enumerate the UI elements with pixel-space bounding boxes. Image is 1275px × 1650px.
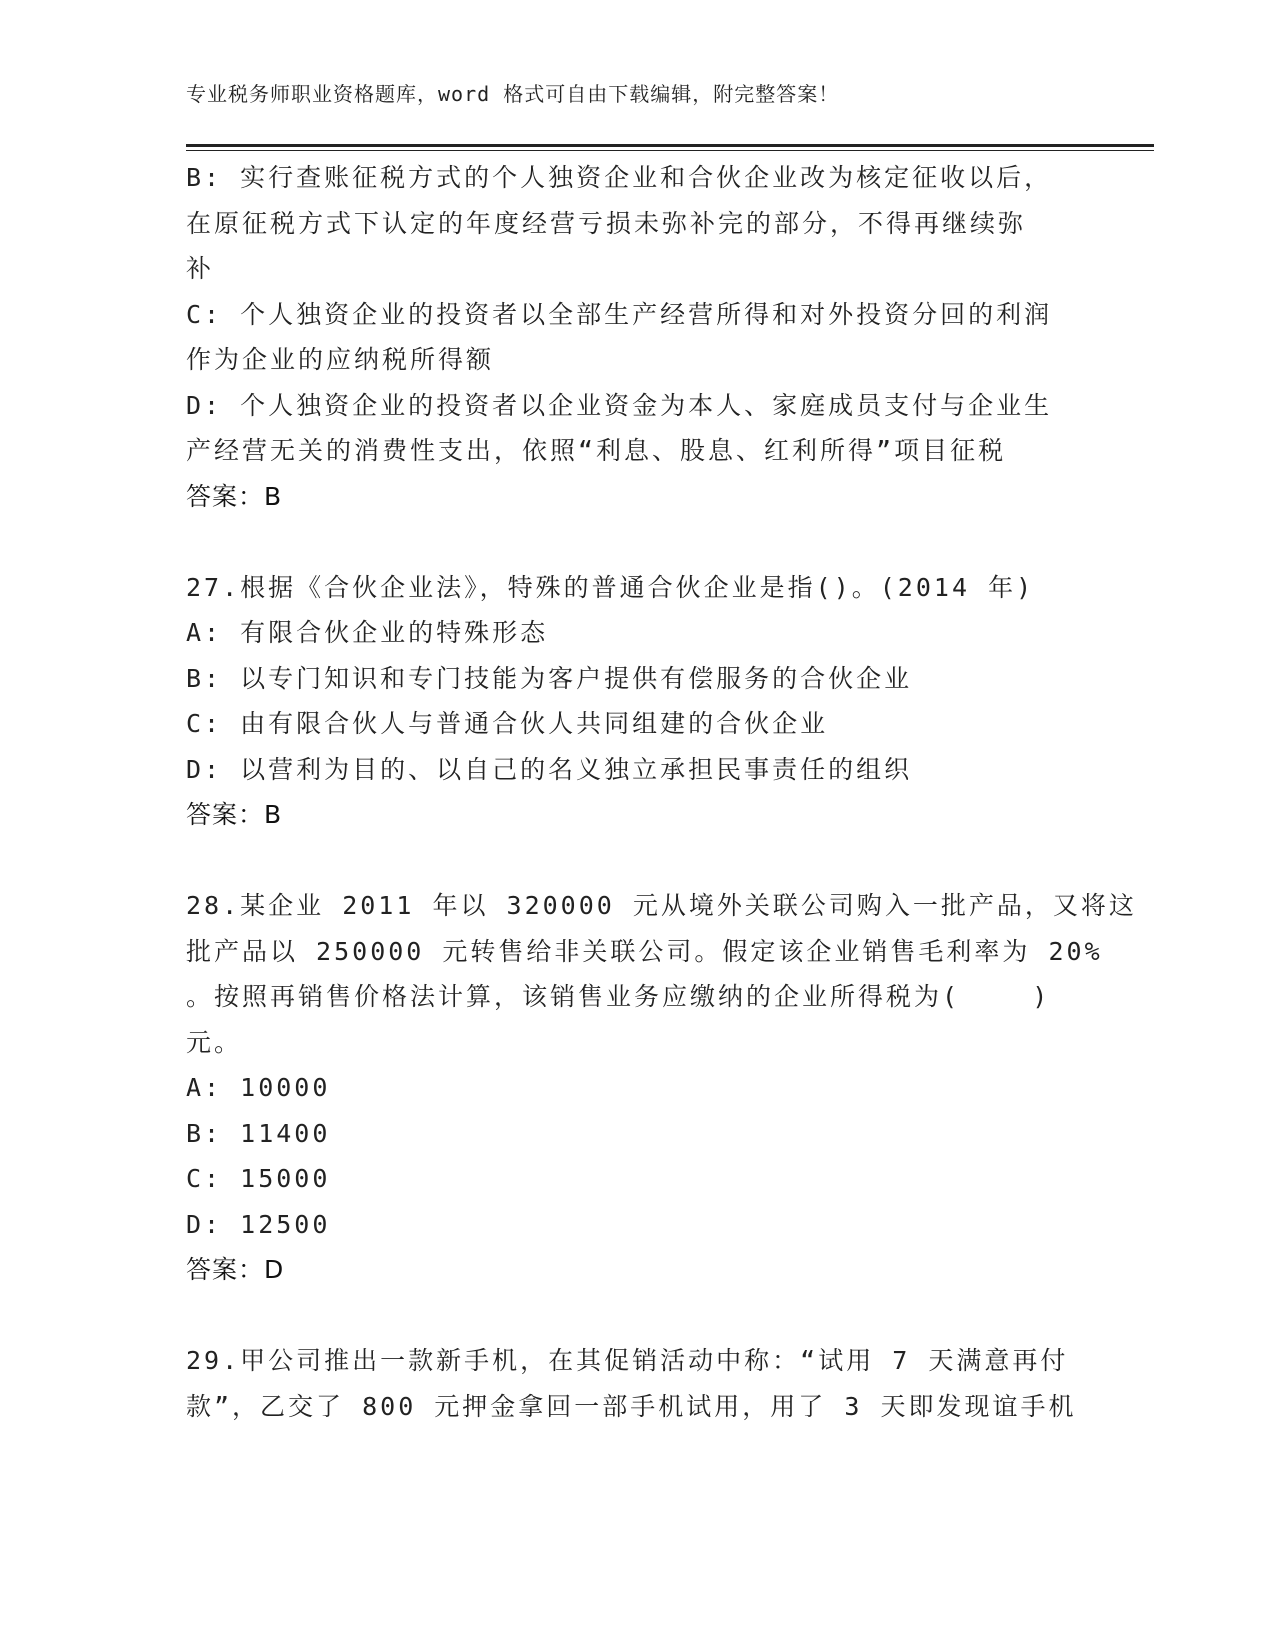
q27-answer: 答案：B <box>186 800 283 829</box>
q29-question-line1: 29.甲公司推出一款新手机，在其促销活动中称：“试用 7 天满意再付 <box>186 1346 1069 1375</box>
question-29-block <box>186 1338 1086 1429</box>
q28-option-b: B: 11400 <box>186 1118 331 1148</box>
q29-question-line2: 款”，乙交了 800 元押金拿回一部手机试用，用了 3 天即发现谊手机 <box>186 1391 1077 1421</box>
question-28-block <box>186 883 1137 1293</box>
q26-option-b-line2: 在原征税方式下认定的年度经营亏损未弥补完的部分，不得再继续弥 <box>186 208 1027 238</box>
question-27-block <box>186 565 1086 838</box>
q28-question-line1: 28.某企业 2011 年以 320000 元从境外关联公司购入一批产品，又将这 <box>186 891 1137 920</box>
q27-option-d: D: 以营利为目的、以自己的名义独立承担民事责任的组织 <box>186 754 913 784</box>
q27-option-c: C: 由有限合伙人与普通合伙人共同组建的合伙企业 <box>186 709 829 738</box>
q26-option-c-line1: C: 个人独资企业的投资者以全部生产经营所得和对外投资分回的利润 <box>186 299 1053 329</box>
q28-question-line2: 批产品以 250000 元转售给非关联公司。假定该企业销售毛利率为 20% <box>186 936 1103 966</box>
q26-option-c-line2: 作为企业的应纳税所得额 <box>186 345 495 374</box>
page-header: 专业税务师职业资格题库，word 格式可自由下载编辑，附完整答案！ <box>186 82 840 106</box>
spacer <box>186 519 1086 565</box>
q28-question-line4: 元。 <box>186 1027 243 1057</box>
q26-answer: 答案：B <box>186 481 283 511</box>
spacer <box>186 838 1086 884</box>
spacer <box>186 1293 1086 1339</box>
q28-option-c: C: 15000 <box>186 1164 331 1193</box>
header-rule-thick <box>186 144 1154 147</box>
q27-option-a: A: 有限合伙企业的特殊形态 <box>186 618 549 647</box>
q26-option-b-line3: 补 <box>186 254 215 283</box>
q26-option-b-line1: B: 实行查账征税方式的个人独资企业和合伙企业改为核定征收以后， <box>186 163 1053 192</box>
question-26-block <box>186 155 1086 519</box>
q28-question-line3: 。按照再销售价格法计算，该销售业务应缴纳的企业所得税为( ) <box>186 982 1051 1011</box>
q27-question: 27.根据《合伙企业法》，特殊的普通合伙企业是指()。(2014 年) <box>186 572 1035 602</box>
q26-option-d-line2: 产经营无关的消费性支出，依照“利息、股息、红利所得”项目征税 <box>186 436 1007 465</box>
q28-option-a: A: 10000 <box>186 1073 331 1102</box>
q28-answer: 答案：D <box>186 1255 285 1284</box>
q28-option-d: D: 12500 <box>186 1209 331 1239</box>
document-body <box>186 155 1137 1429</box>
q26-option-d-line1: D: 个人独资企业的投资者以企业资金为本人、家庭成员支付与企业生 <box>186 390 1053 420</box>
q27-option-b: B: 以专门知识和专门技能为客户提供有偿服务的合伙企业 <box>186 663 913 693</box>
header-rule-thin <box>186 150 1154 151</box>
